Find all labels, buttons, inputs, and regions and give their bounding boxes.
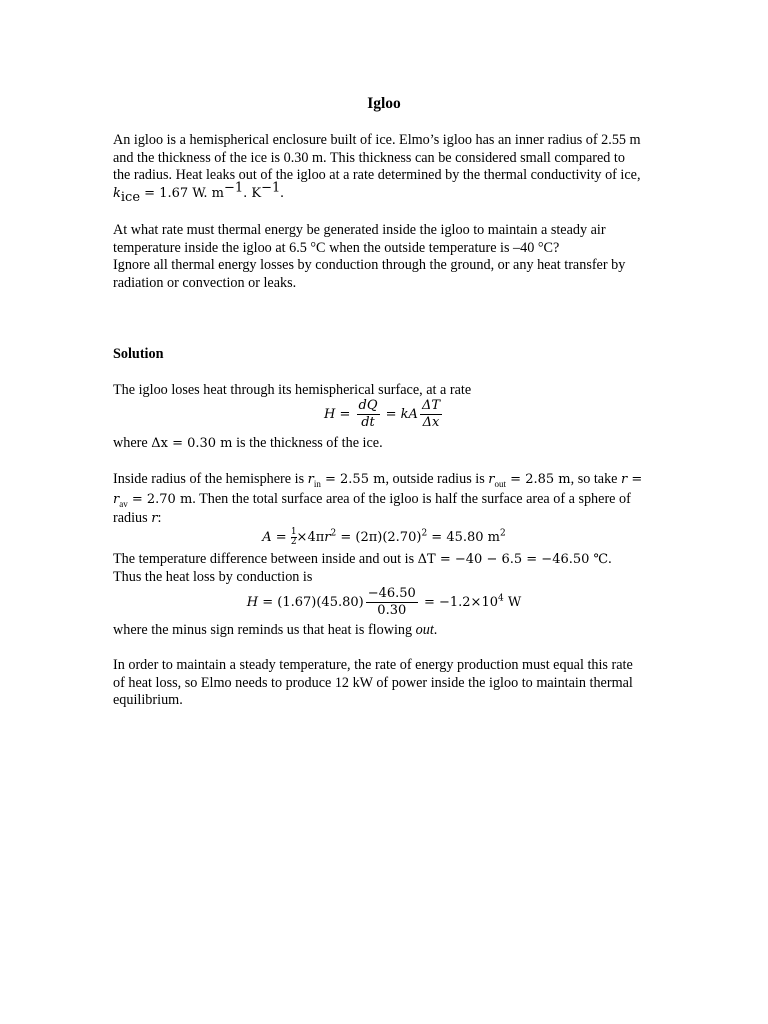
k-value: = 1.67 W. m: [140, 185, 224, 201]
k-exponent-1: −1: [223, 180, 244, 196]
eq3-denominator: 0.30: [377, 603, 407, 618]
eq1-lhs: H: [324, 407, 336, 422]
eq3-fraction: [366, 586, 418, 619]
s6-out-italic: out: [415, 622, 434, 638]
solution-paragraph-radii: [113, 470, 643, 529]
s6-text-a: where the minus sign reminds us that heat is flowing: [113, 622, 416, 638]
solution-line-2: [113, 435, 643, 453]
r-in-value: = 2.55 m: [320, 472, 386, 487]
s2-text-b: is the thickness of the ice.: [232, 435, 383, 451]
r-equals: =: [627, 472, 643, 487]
solution-conclusion: In order to maintain a steady temperature, the rate of energy production must equal this rate of heat loss, so Elmo needs to produce 12 kW of power inside the igloo to maintain thermal equilibrium.: [113, 657, 633, 709]
solution-line-minus-sign: [113, 622, 643, 640]
k-subscript: ice: [120, 189, 141, 205]
eq3-numerator: −46.50: [367, 586, 416, 601]
eq2-square-3: 2: [500, 528, 506, 539]
problem-paragraph-1: [113, 132, 643, 205]
solution-line-1: The igloo loses heat through its hemispherical surface, at a rate: [113, 382, 472, 398]
solution-line-temp-diff: [113, 551, 643, 569]
r-out-subscript: out: [494, 478, 507, 489]
eq1-f2-numerator: ΔT: [421, 398, 440, 413]
eq2-square: 2: [330, 528, 337, 539]
r-in-symbol: r: [307, 472, 314, 487]
solution-heading: Solution: [113, 346, 164, 362]
equation-surface-area: [0, 528, 768, 547]
eq2-half-denominator: 2: [290, 537, 297, 547]
eq3-unit: W: [503, 595, 522, 610]
eq1-equals: =: [335, 407, 355, 422]
s3-text-e: :: [157, 510, 162, 526]
eq1-fraction-dq-dt: [357, 398, 380, 431]
eq3-lhs: H: [246, 595, 259, 610]
s2-math: Δx = 0.30 m: [151, 436, 233, 451]
r-av-subscript: av: [119, 498, 128, 509]
k-symbol: k: [113, 185, 121, 201]
eq3-pre: = (1.67)(45.80): [258, 595, 364, 610]
eq1-mid: = kA: [381, 407, 418, 422]
r-av-symbol: r: [113, 491, 120, 507]
problem-text: An igloo is a hemispherical enclosure built of ice. Elmo’s igloo has an inner radius of 2.55 m and the thickness of the ice is 0.30 m. This thickness can be considered small compared to the radius. Heat leaks out of the igloo at a rate determined by the thermal conductivity of ice,: [113, 132, 641, 184]
eq1-f1-numerator: dQ: [358, 398, 378, 413]
eq3-exponent: 4: [498, 593, 504, 604]
eq1-f2-denominator: Δx: [422, 415, 440, 430]
r-out-value: = 2.85 m: [506, 472, 571, 487]
eq2-half-numerator: 1: [290, 527, 297, 537]
eq2-part1: ×4π: [296, 530, 325, 545]
s3-text-d: . Then the total surface area of the igloo is half the surface area of a sphere of radius: [113, 490, 631, 526]
r-out-symbol: r: [488, 472, 495, 487]
s4-math: ΔT = −40 − 6.5 = −46.50 ℃: [417, 552, 609, 567]
problem-question: At what rate must thermal energy be generated inside the igloo to maintain a steady air temperature inside the igloo at 6.5 °C when the outside temperature is –40 °C?: [113, 222, 606, 256]
eq2-square-2: 2: [421, 528, 428, 539]
r-symbol: r: [621, 472, 628, 487]
s2-text-a: where: [113, 435, 152, 451]
equation-heat-loss: [0, 586, 768, 619]
problem-paragraph-2: [113, 222, 643, 292]
s3-text-a: Inside radius of the hemisphere is: [113, 471, 308, 487]
eq2-part3: = 45.80 m: [427, 530, 501, 545]
eq1-f1-denominator: dt: [361, 415, 375, 430]
document-title: Igloo: [367, 95, 401, 112]
k-exponent-2: −1: [261, 180, 281, 196]
s3-text-c: , so take: [570, 471, 622, 487]
s3-text-b: , outside radius is: [385, 471, 489, 487]
problem-assumptions: Ignore all thermal energy losses by conduction through the ground, or any heat transfer by radiation or convection or leaks.: [113, 257, 626, 291]
r-symbol-2: r: [151, 511, 158, 526]
s4-text-b: .: [608, 551, 612, 567]
eq2-part2: = (2π)(2.70): [336, 530, 422, 545]
r-av-value: = 2.70 m: [127, 491, 193, 507]
k-unit-mid: . K: [243, 185, 262, 201]
eq3-post: = −1.2×10: [419, 595, 498, 610]
eq2-lhs: A: [262, 530, 272, 545]
s6-text-b: .: [433, 622, 438, 638]
k-end: .: [280, 184, 284, 201]
equation-heat-rate: [0, 398, 768, 431]
eq2-equals: =: [271, 530, 291, 545]
eq1-fraction-dt-dx: [420, 398, 442, 431]
eq2-r: r: [324, 530, 331, 545]
solution-line-heat-loss: Thus the heat loss by conduction is: [113, 569, 313, 585]
r-in-subscript: in: [313, 478, 321, 489]
s4-text-a: The temperature difference between inside and out is: [113, 551, 418, 567]
